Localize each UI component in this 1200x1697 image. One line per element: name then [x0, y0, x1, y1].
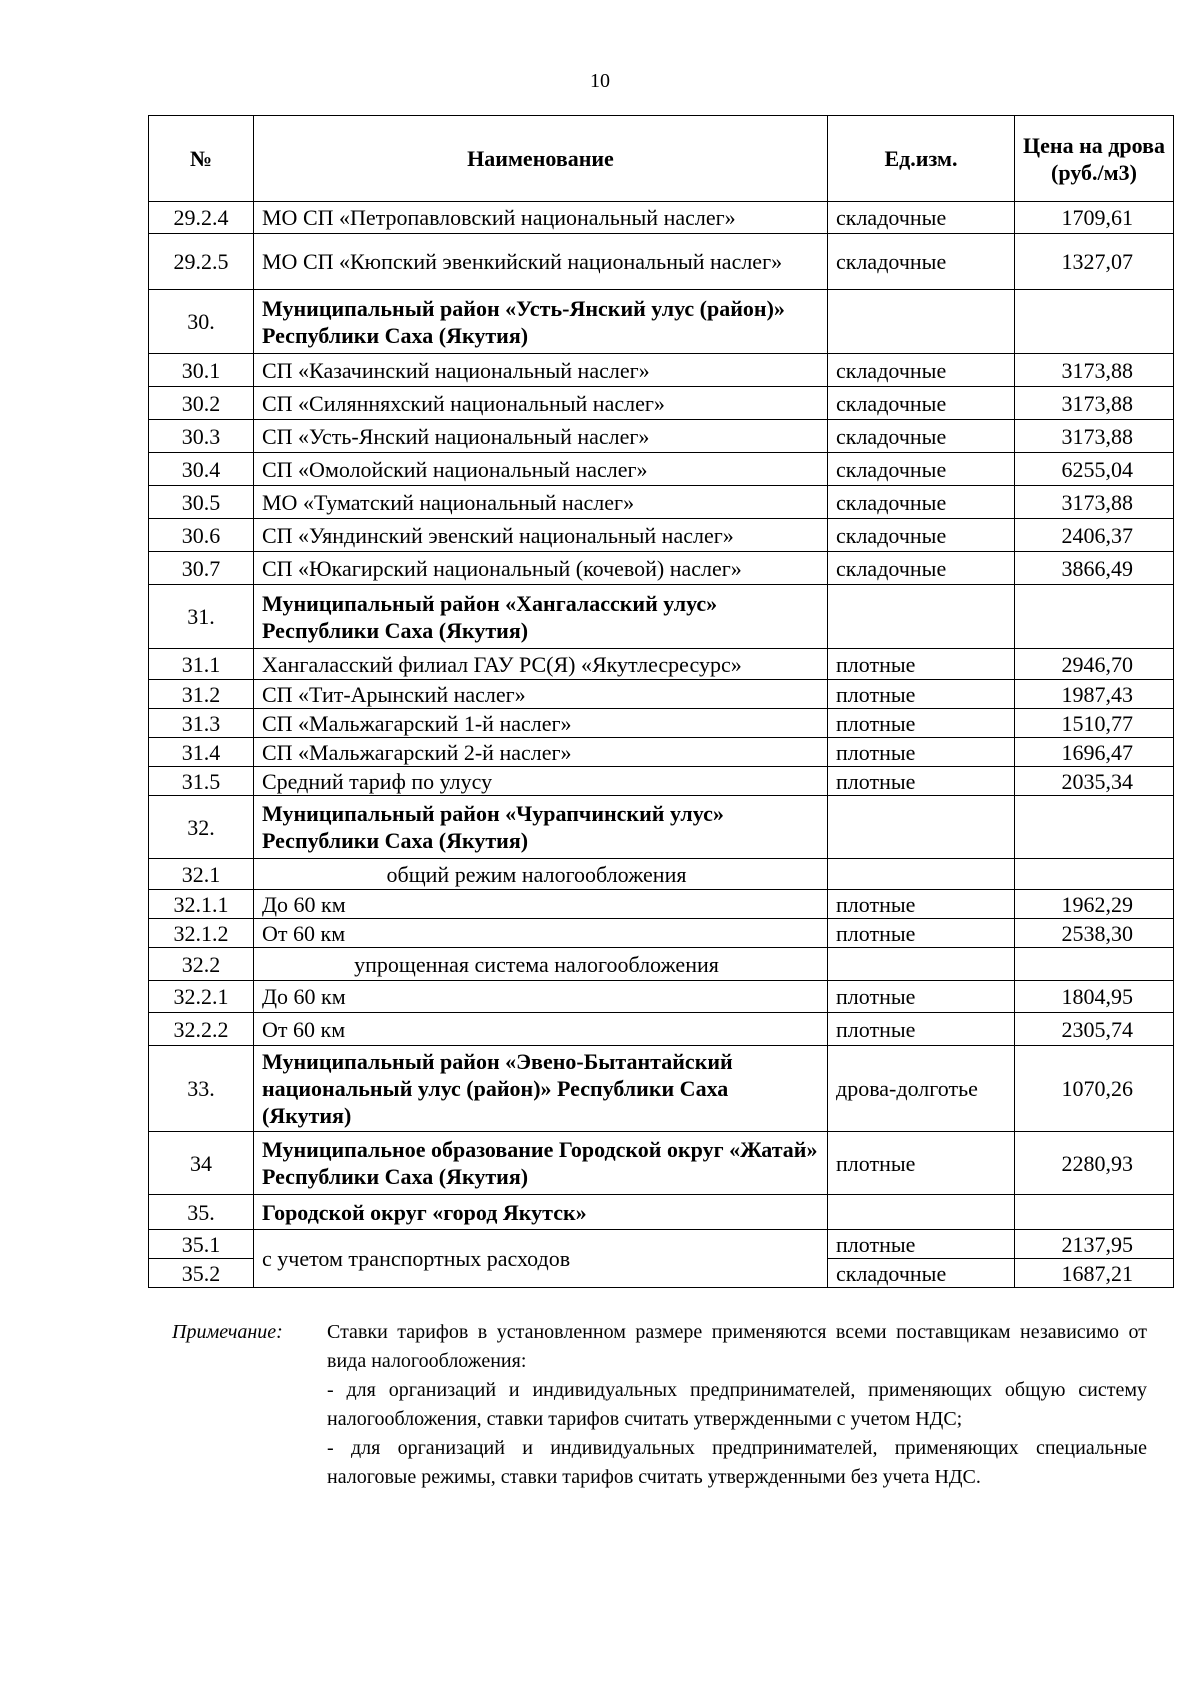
- row-price: 2538,30: [1015, 919, 1174, 948]
- row-num: 30.3: [149, 420, 254, 453]
- row-unit: плотные: [828, 1013, 1015, 1046]
- row-name: МО «Туматский национальный наслег»: [254, 486, 828, 519]
- note-paragraph: Ставки тарифов в установленном размере применяются всеми поставщикам независимо от вида налогообложения:: [327, 1321, 1147, 1372]
- row-price: [1015, 948, 1174, 981]
- row-num: 30.: [149, 290, 254, 354]
- note-body: [327, 1318, 1147, 1492]
- row-unit: складочные: [828, 552, 1015, 585]
- table-row: [149, 1046, 1174, 1132]
- row-name: с учетом транспортных расходов: [254, 1230, 828, 1288]
- row-price: 1327,07: [1015, 234, 1174, 290]
- header-unit: Ед.изм.: [828, 116, 1015, 202]
- row-unit: плотные: [828, 1132, 1015, 1195]
- row-price: [1015, 585, 1174, 649]
- row-name: СП «Юкагирский национальный (кочевой) наслег»: [254, 552, 828, 585]
- header-price: Цена на дрова (руб./м3): [1015, 116, 1174, 202]
- row-name: МО СП «Петропавловский национальный наслег»: [254, 202, 828, 234]
- row-price: [1015, 290, 1174, 354]
- row-price: 2406,37: [1015, 519, 1174, 552]
- row-num: 31.4: [149, 738, 254, 767]
- row-name: СП «Уяндинский эвенский национальный наслег»: [254, 519, 828, 552]
- row-price: 3173,88: [1015, 486, 1174, 519]
- row-price: [1015, 796, 1174, 859]
- table-row: [149, 486, 1174, 519]
- row-num: 31.1: [149, 649, 254, 680]
- row-name: СП «Казачинский национальный наслег»: [254, 354, 828, 387]
- row-unit: складочные: [828, 202, 1015, 234]
- row-num: 34: [149, 1132, 254, 1195]
- row-price: 3866,49: [1015, 552, 1174, 585]
- row-unit: складочные: [828, 486, 1015, 519]
- row-unit: [828, 1195, 1015, 1230]
- note-label: Примечание:: [172, 1321, 283, 1343]
- table-row: [149, 948, 1174, 981]
- row-num: 31.2: [149, 680, 254, 709]
- row-num: 30.6: [149, 519, 254, 552]
- table-row: [149, 796, 1174, 859]
- table-row: [149, 453, 1174, 486]
- table-row: [149, 859, 1174, 890]
- table-row: [149, 387, 1174, 420]
- header-num: №: [149, 116, 254, 202]
- row-unit: [828, 948, 1015, 981]
- row-name: Муниципальный район «Эвено-Бытантайский национальный улус (район)» Республики Саха (Якутия): [254, 1046, 828, 1132]
- row-name: Городской округ «город Якутск»: [254, 1195, 828, 1230]
- row-unit: [828, 585, 1015, 649]
- table-row: [149, 552, 1174, 585]
- row-unit: плотные: [828, 981, 1015, 1013]
- note-paragraph: - для организаций и индивидуальных предпринимателей, применяющих общую систему налогообложения, ставки тарифов считать утвержденными с учетом НДС;: [327, 1379, 1147, 1430]
- note-paragraph: - для организаций и индивидуальных предпринимателей, применяющих специальные налоговые режимы, ставки тарифов считать утвержденными без учета НДС.: [327, 1437, 1147, 1488]
- row-num: 31.: [149, 585, 254, 649]
- row-name: упрощенная система налогообложения: [254, 948, 828, 981]
- row-num: 33.: [149, 1046, 254, 1132]
- table-row: [149, 767, 1174, 796]
- row-name: общий режим налогообложения: [254, 859, 828, 890]
- row-unit: [828, 859, 1015, 890]
- table-row: [149, 519, 1174, 552]
- row-num: 30.5: [149, 486, 254, 519]
- table-row: [149, 919, 1174, 948]
- row-name: До 60 км: [254, 981, 828, 1013]
- row-num: 32.1: [149, 859, 254, 890]
- row-name: СП «Тит-Арынский наслег»: [254, 680, 828, 709]
- row-unit: плотные: [828, 1230, 1015, 1259]
- row-num: 32.1.2: [149, 919, 254, 948]
- row-unit: дрова-долготье: [828, 1046, 1015, 1132]
- row-unit: плотные: [828, 890, 1015, 919]
- row-name: Муниципальный район «Усть-Янский улус (район)» Республики Саха (Якутия): [254, 290, 828, 354]
- row-price: [1015, 859, 1174, 890]
- row-unit: складочные: [828, 420, 1015, 453]
- row-price: 1687,21: [1015, 1259, 1174, 1288]
- row-name: Муниципальный район «Чурапчинский улус» Республики Саха (Якутия): [254, 796, 828, 859]
- row-price: 2946,70: [1015, 649, 1174, 680]
- table-row: [149, 981, 1174, 1013]
- row-unit: складочные: [828, 387, 1015, 420]
- row-name: СП «Мальжагарский 2-й наслег»: [254, 738, 828, 767]
- row-name: От 60 км: [254, 1013, 828, 1046]
- table-row: [149, 649, 1174, 680]
- row-name: Муниципальный район «Хангаласский улус» Республики Саха (Якутия): [254, 585, 828, 649]
- row-num: 35.2: [149, 1259, 254, 1288]
- row-num: 35.1: [149, 1230, 254, 1259]
- row-price: 1510,77: [1015, 709, 1174, 738]
- row-unit: плотные: [828, 680, 1015, 709]
- row-unit: плотные: [828, 649, 1015, 680]
- row-unit: складочные: [828, 354, 1015, 387]
- table-row: [149, 709, 1174, 738]
- row-name: СП «Омолойский национальный наслег»: [254, 453, 828, 486]
- row-unit: складочные: [828, 453, 1015, 486]
- row-price: [1015, 1195, 1174, 1230]
- table-row: [149, 234, 1174, 290]
- row-unit: плотные: [828, 738, 1015, 767]
- row-num: 30.4: [149, 453, 254, 486]
- table-row: [149, 354, 1174, 387]
- row-price: 1696,47: [1015, 738, 1174, 767]
- table-row: [149, 1132, 1174, 1195]
- table-row: [149, 1230, 1174, 1259]
- row-num: 32.2.1: [149, 981, 254, 1013]
- row-name: До 60 км: [254, 890, 828, 919]
- table-row: [149, 1013, 1174, 1046]
- row-unit: складочные: [828, 1259, 1015, 1288]
- table-row: [149, 585, 1174, 649]
- table-row: [149, 738, 1174, 767]
- table-row: [149, 202, 1174, 234]
- row-num: 30.2: [149, 387, 254, 420]
- row-unit: [828, 290, 1015, 354]
- row-num: 29.2.5: [149, 234, 254, 290]
- row-name: СП «Силянняхский национальный наслег»: [254, 387, 828, 420]
- row-price: 2035,34: [1015, 767, 1174, 796]
- table-row: [149, 680, 1174, 709]
- table-row: [149, 420, 1174, 453]
- tariff-table: [148, 115, 1174, 1288]
- row-unit: плотные: [828, 709, 1015, 738]
- row-name: От 60 км: [254, 919, 828, 948]
- row-price: 1962,29: [1015, 890, 1174, 919]
- row-unit: складочные: [828, 519, 1015, 552]
- row-name: Средний тариф по улусу: [254, 767, 828, 796]
- row-price: 2137,95: [1015, 1230, 1174, 1259]
- row-price: 1804,95: [1015, 981, 1174, 1013]
- row-price: 3173,88: [1015, 354, 1174, 387]
- page-number: 10: [590, 70, 610, 92]
- table-row: [149, 1195, 1174, 1230]
- row-unit: [828, 796, 1015, 859]
- row-price: 3173,88: [1015, 420, 1174, 453]
- row-unit: плотные: [828, 767, 1015, 796]
- table-row: [149, 890, 1174, 919]
- row-name: МО СП «Кюпский эвенкийский национальный наслег»: [254, 234, 828, 290]
- row-name: СП «Мальжагарский 1-й наслег»: [254, 709, 828, 738]
- row-num: 35.: [149, 1195, 254, 1230]
- row-num: 32.2: [149, 948, 254, 981]
- row-name: Муниципальное образование Городской округ «Жатай» Республики Саха (Якутия): [254, 1132, 828, 1195]
- row-price: 3173,88: [1015, 387, 1174, 420]
- row-name: Хангаласский филиал ГАУ РС(Я) «Якутлесресурс»: [254, 649, 828, 680]
- row-name: СП «Усть-Янский национальный наслег»: [254, 420, 828, 453]
- row-num: 32.: [149, 796, 254, 859]
- row-num: 32.1.1: [149, 890, 254, 919]
- row-unit: плотные: [828, 919, 1015, 948]
- row-price: 1709,61: [1015, 202, 1174, 234]
- row-price: 2280,93: [1015, 1132, 1174, 1195]
- header-name: Наименование: [254, 116, 828, 202]
- row-price: 6255,04: [1015, 453, 1174, 486]
- row-price: 2305,74: [1015, 1013, 1174, 1046]
- row-num: 29.2.4: [149, 202, 254, 234]
- row-num: 30.7: [149, 552, 254, 585]
- row-num: 31.3: [149, 709, 254, 738]
- row-price: 1987,43: [1015, 680, 1174, 709]
- row-num: 31.5: [149, 767, 254, 796]
- row-price: 1070,26: [1015, 1046, 1174, 1132]
- row-num: 30.1: [149, 354, 254, 387]
- row-unit: складочные: [828, 234, 1015, 290]
- row-num: 32.2.2: [149, 1013, 254, 1046]
- table-row: [149, 290, 1174, 354]
